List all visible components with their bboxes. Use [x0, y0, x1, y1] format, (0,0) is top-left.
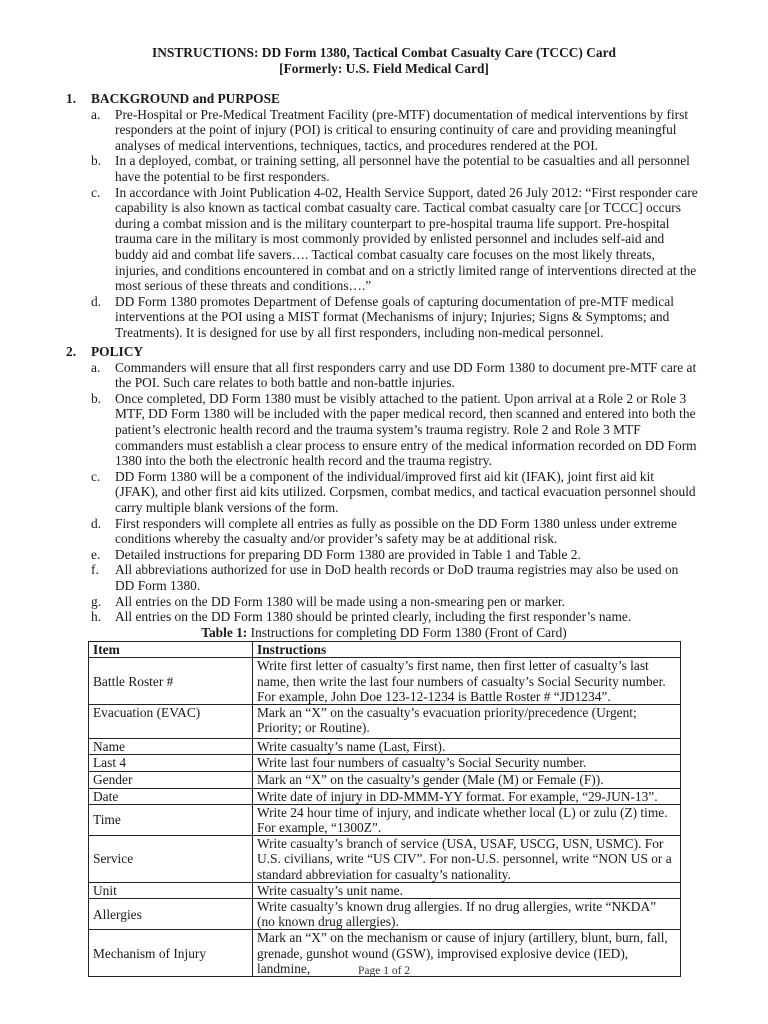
item-letter: a. [91, 359, 101, 375]
item-letter: b. [91, 153, 102, 169]
item-letter: d. [91, 515, 102, 531]
list-item [66, 547, 706, 563]
section-title: BACKGROUND and PURPOSE [91, 91, 280, 106]
cell-instructions: Mark an “X” on the casualty’s gender (Male (M) or Female (F)). [253, 771, 681, 788]
cell-instructions: Mark an “X” on the mechanism or cause of injury (artillery, blunt, burn, fall, grenade, gunshot wound (GSW), improvised explosive device (IED), landmine, [253, 930, 681, 977]
list-item [66, 562, 706, 593]
page-footer: Page 1 of 2 [357, 965, 411, 977]
section-heading [66, 91, 706, 107]
table-row [89, 658, 681, 705]
item-text: All entries on the DD Form 1380 will be made using a non-smearing pen or marker. [115, 593, 565, 609]
cell-instructions: Write 24 hour time of injury, and indicate whether local (L) or zulu (Z) time. For example, “1300Z”. [253, 804, 681, 835]
table-row [89, 899, 681, 930]
document-title [0, 45, 768, 77]
table-row [89, 788, 681, 804]
item-letter: e. [91, 546, 101, 562]
item-text: All entries on the DD Form 1380 should be printed clearly, including the first responder’s name. [115, 609, 632, 625]
list-item [66, 391, 706, 469]
list-item [66, 594, 706, 610]
item-letter: f. [91, 562, 99, 578]
cell-instructions: Write last four numbers of casualty’s Social Security number. [253, 755, 681, 771]
section-background [66, 91, 706, 341]
table-row [89, 804, 681, 835]
cell-item: Evacuation (EVAC) [89, 705, 253, 739]
section-items [66, 107, 706, 341]
item-text: In a deployed, combat, or training setting, all personnel have the potential to be casualties and all personnel have the potential to be first responders. [115, 153, 690, 184]
cell-instructions: Write casualty’s unit name. [253, 882, 681, 898]
instructions-table [88, 641, 681, 977]
list-item [66, 294, 706, 341]
table-row [89, 771, 681, 788]
cell-item: Allergies [89, 899, 253, 930]
item-text: Commanders will ensure that all first responders carry and use DD Form 1380 to document pre-MTF care at the POI. Such care relates to both battle and non-battle injuries. [115, 359, 697, 391]
list-item [66, 516, 706, 547]
section-items [66, 360, 706, 625]
list-item [66, 185, 706, 294]
cell-instructions: Write casualty’s branch of service (USA, USAF, USCG, USN, USMC). For U.S. civilians, write “US CIV”. For non-U.S. personnel, write “NON US or a standard abbreviation for casualty’s nationality. [253, 836, 681, 883]
table-row [89, 836, 681, 883]
item-letter: b. [91, 390, 102, 406]
header-instructions: Instructions [253, 642, 681, 658]
section-number: 2. [66, 344, 77, 359]
cell-instructions: Write first letter of casualty’s first name, then first letter of casualty’s last name, then write the last four numbers of casualty’s Social Security number. For example, John Doe 123-12-1234 is Battle Roster # “JD1234”. [253, 658, 681, 705]
item-letter: c. [91, 184, 101, 200]
table-caption-label: Table 1: [201, 625, 248, 640]
list-item [66, 609, 706, 625]
table-caption [0, 625, 768, 641]
list-item [66, 360, 706, 391]
header-item: Item [89, 642, 253, 658]
item-text: DD Form 1380 will be a component of the individual/improved first aid kit (IFAK), joint first aid kit (JFAK), and other first aid kits utilized. Corpsmen, combat medics, and tactical evacuation personnel should carry multiple blank versions of the form. [115, 468, 696, 515]
title-line-2: [Formerly: U.S. Field Medical Card] [279, 61, 489, 76]
cell-instructions: Write casualty’s name (Last, First). [253, 739, 681, 755]
cell-item: Service [89, 836, 253, 883]
table-row [89, 705, 681, 739]
item-text: Once completed, DD Form 1380 must be visibly attached to the patient. Upon arrival at a Role 2 or Role 3 MTF, DD Form 1380 will be included with the paper medical record, then scanned and entered into both the patient’s electronic health record and the trauma system’s trauma registry. Role 2 and Role 3 MTF commanders must establish a clear process to ensure entry of the medical information recorded on DD Form 1380 into the both the electronic health record and the trauma registry. [115, 390, 697, 469]
table-row [89, 755, 681, 771]
item-letter: h. [91, 609, 102, 625]
item-text: Detailed instructions for preparing DD Form 1380 are provided in Table 1 and Table 2. [115, 546, 581, 562]
section-heading [66, 344, 706, 360]
cell-instructions: Write casualty’s known drug allergies. If no drug allergies, write “NKDA” (no known drug allergies). [253, 899, 681, 930]
section-number: 1. [66, 91, 77, 106]
item-letter: g. [91, 593, 102, 609]
cell-item: Time [89, 804, 253, 835]
table-header-row [89, 642, 681, 658]
item-text: DD Form 1380 promotes Department of Defense goals of capturing documentation of pre-MTF medical interventions at the POI using a MIST format (Mechanisms of injury; Injuries; Signs & Symptoms; and Treatments). It is designed for use by all first responders, including non-medical personnel. [115, 293, 674, 340]
cell-instructions: Mark an “X” on the casualty’s evacuation priority/precedence (Urgent; Priority; or Routine). [253, 705, 681, 739]
item-text: All abbreviations authorized for use in DoD health records or DoD trauma registries may also be used on DD Form 1380. [115, 562, 679, 593]
title-line-1: INSTRUCTIONS: DD Form 1380, Tactical Combat Casualty Care (TCCC) Card [152, 45, 616, 60]
table-row [89, 882, 681, 898]
section-policy [66, 344, 706, 625]
section-title: POLICY [91, 344, 144, 359]
cell-item: Date [89, 788, 253, 804]
item-text: In accordance with Joint Publication 4-02, Health Service Support, dated 26 July 2012: “First responder care capability is also known as tactical combat casualty care. Tactical combat casualty care [or TCCC] occurs during a combat mission and is the military counterpart to pre-hospital trauma life support. Pre-hospital trauma care in the military is most commonly provided by enlisted personnel and includes self-aid and buddy aid and combat life savers…. Tactical combat casualty care focuses on the most likely threats, injuries, and conditions encountered in combat and on a strictly limited range of interventions directed at the most serious of these threats and conditions….” [115, 184, 698, 294]
list-item [66, 469, 706, 516]
table-caption-text: Instructions for completing DD Form 1380 (Front of Card) [247, 625, 567, 640]
table-row [89, 739, 681, 755]
cell-item: Gender [89, 771, 253, 788]
cell-instructions: Write date of injury in DD-MMM-YY format. For example, “29-JUN-13”. [253, 788, 681, 804]
cell-item: Mechanism of Injury [89, 930, 253, 977]
cell-item: Battle Roster # [89, 658, 253, 705]
item-letter: c. [91, 468, 101, 484]
item-letter: d. [91, 293, 102, 309]
list-item [66, 107, 706, 154]
list-item [66, 153, 706, 184]
cell-item: Last 4 [89, 755, 253, 771]
item-text: Pre-Hospital or Pre-Medical Treatment Facility (pre-MTF) documentation of medical interventions by first responders at the point of injury (POI) is critical to ensuring continuity of care and providing meaningful analyses of medical interventions, techniques, tactics, and procedures rendered at the POI. [115, 106, 689, 153]
item-letter: a. [91, 106, 101, 122]
item-text: First responders will complete all entries as fully as possible on the DD Form 1380 unless under extreme conditions whereby the casualty and/or provider’s safety may be at additional risk. [115, 515, 677, 547]
cell-item: Unit [89, 882, 253, 898]
cell-item: Name [89, 739, 253, 755]
